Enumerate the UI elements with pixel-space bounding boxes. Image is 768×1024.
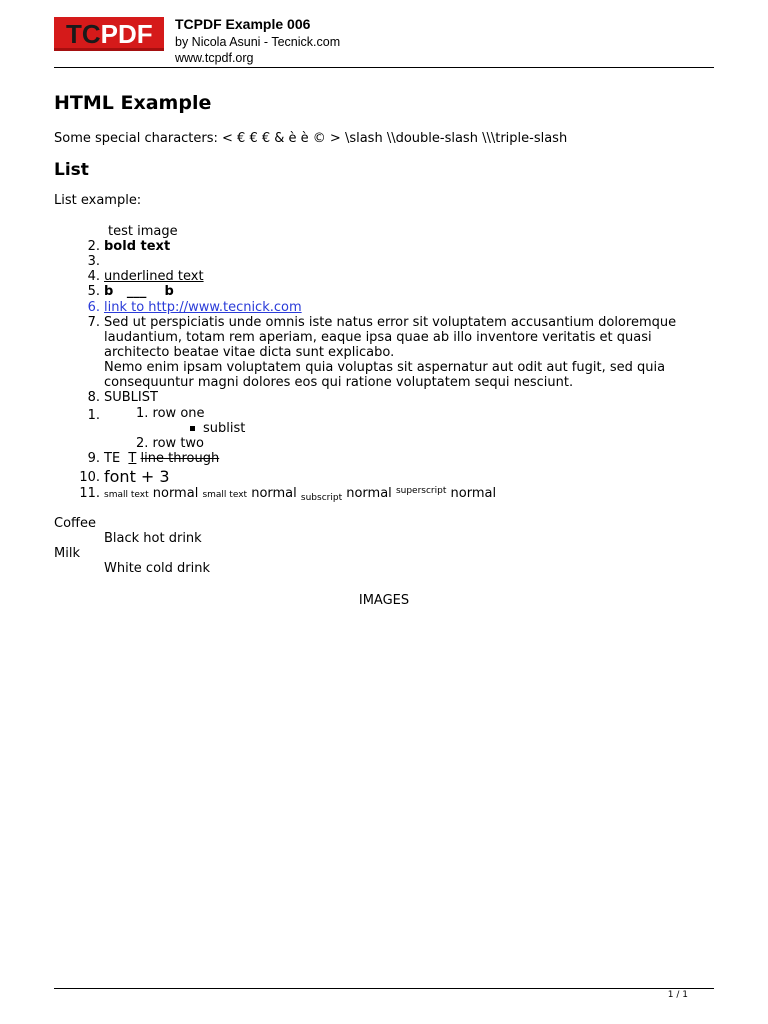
tecnick-link[interactable]: link to http://www.tecnick.com [104,300,302,315]
item-number: 10. [79,470,100,485]
underlined-text: underlined text [104,269,204,284]
item-number: 9. [87,451,100,466]
item-number: 6. [87,300,100,315]
item-number: 7. [87,315,100,330]
style-mix-text: TE T line through [104,451,220,466]
list-intro: List example: [54,193,142,208]
header-author: by Nicola Asuni - Tecnick.com [175,35,341,49]
list-heading: List [54,160,89,180]
images-label: IMAGES [358,593,410,608]
sublist-row-one: 1. row one [136,406,205,421]
header-subtitle [175,34,340,66]
dl-def-coffee: Black hot drink [104,531,202,546]
header-url: www.tcpdf.org [175,51,254,65]
item-number: 8. [87,390,100,405]
item-number: 2. [87,239,100,254]
header-title: TCPDF Example 006 [175,16,311,32]
bold-underline-mix: b ___ b [104,284,174,299]
item-number: 3. [87,254,100,269]
dl-def-milk: White cold drink [104,561,211,576]
font-plus-three: font + 3 [104,467,170,486]
bullet-icon [190,426,195,431]
tcpdf-logo: TCPDF [54,17,164,51]
item-number: 5. [87,284,100,299]
item-number: 11. [79,486,100,501]
sublist-bullet-item: sublist [190,421,245,436]
dl-term-milk: Milk [54,546,80,561]
sublist-row-two: 2. row two [136,436,204,451]
text-size-mix: small text normal small text normal $_{subscript}$ normal $^{superscript}$ normal [104,486,497,503]
page-number: 1 / 1 [667,990,688,1000]
dl-term-coffee: Coffee [54,516,96,531]
bold-text: bold text [104,239,171,254]
item-number: 1. [87,408,100,423]
page-title: HTML Example [54,92,212,114]
sublist-label: SUBLIST [104,390,158,405]
paragraph-2: Nemo enim ipsam voluptatem quia voluptas sit aspernatur aut odit aut fugit, sed quia consequuntur magni dolores eos qui ratione voluptatem sequi nesciunt. [104,360,666,390]
paragraph-1: Sed ut perspiciatis unde omnis iste natus error sit voluptatem accusantium doloremque laudantium, totam rem aperiam, eaque ipsa quae ab illo inventore veritatis et quasi architecto beatae vitae dicta sunt explicabo. [104,315,677,360]
header-divider [54,67,714,68]
special-characters: Some special characters: < € € € & è è © > \slash \\double-slash \\\triple-slash [54,131,568,146]
item-number: 4. [87,269,100,284]
footer-divider [54,988,714,989]
test-image-alt: test image [108,224,178,239]
lorem-paragraph [104,315,704,390]
